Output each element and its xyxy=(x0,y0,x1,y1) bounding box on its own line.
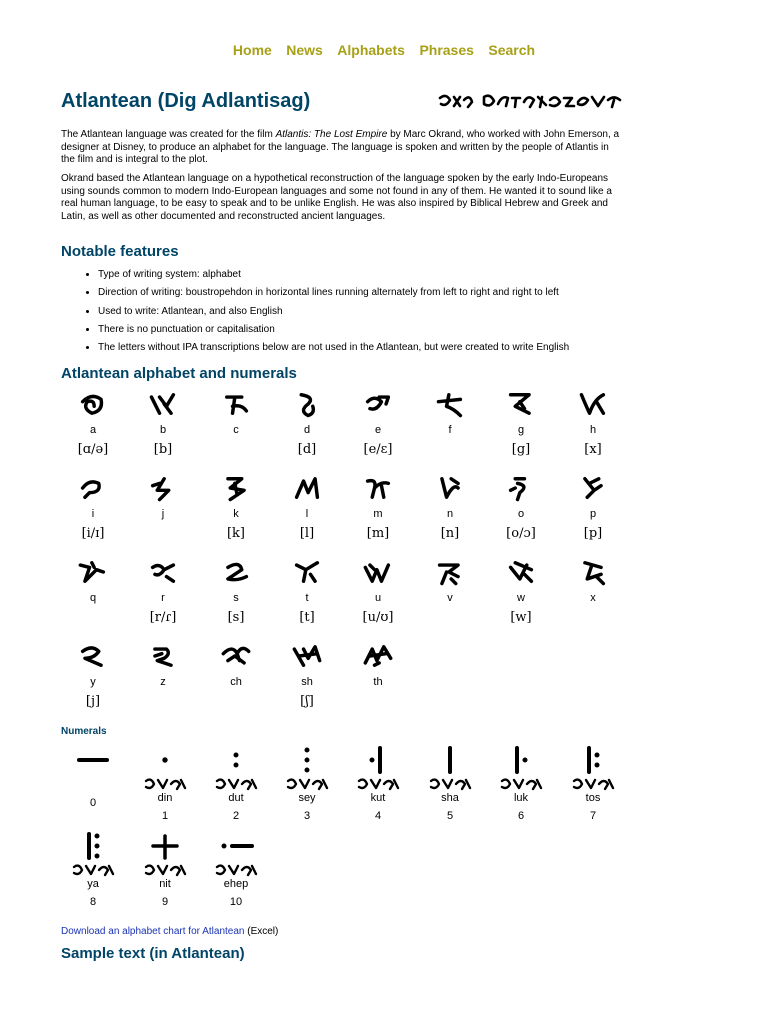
atlantean-glyph-icon xyxy=(578,474,608,502)
letter-cell xyxy=(206,642,266,710)
numeral-cell xyxy=(60,832,126,909)
letter-cell xyxy=(491,558,551,626)
letter-ipa xyxy=(420,442,480,458)
numeral-symbol-icon xyxy=(287,746,327,774)
atlantean-glyph-icon xyxy=(363,558,393,586)
numeral-cell xyxy=(203,746,269,823)
numeral-word: luk xyxy=(513,792,529,804)
letter-latin: i xyxy=(91,508,95,520)
letter-ipa: [d] xyxy=(297,442,317,457)
letter-ipa: [r/ɾ] xyxy=(149,610,177,625)
notable-features-heading: Notable features xyxy=(61,243,179,260)
letter-cell xyxy=(277,474,337,542)
letter-ipa: [e/ɛ] xyxy=(363,442,393,457)
numeral-digit: 5 xyxy=(446,810,454,822)
intro-text-b: by Marc Okrand, who worked with John Emerson, a designer at Disney, to produce an alphabet for the language. The language is spoken and written by the people of Atlantis in the film and is integral to the plot. xyxy=(61,129,620,165)
numeral-digit: 1 xyxy=(161,810,169,822)
letter-latin: e xyxy=(374,424,382,436)
numeral-word: ehep xyxy=(223,878,249,890)
letter-latin: d xyxy=(303,424,311,436)
letter-ipa xyxy=(63,610,123,626)
letter-ipa: [t] xyxy=(299,610,315,625)
letter-cell xyxy=(348,642,408,710)
atlantean-word-icon xyxy=(428,776,472,792)
film-title: Atlantis: The Lost Empire xyxy=(275,129,388,140)
letter-cell xyxy=(133,474,193,542)
numeral-symbol-icon xyxy=(73,746,113,774)
download-chart-link[interactable]: Download an alphabet chart for Atlantean xyxy=(61,926,245,937)
atlantean-glyph-icon xyxy=(148,390,178,418)
atlantean-word-icon xyxy=(356,776,400,792)
numeral-word: tos xyxy=(585,792,601,804)
letter-cell xyxy=(420,474,480,542)
letter-ipa: [j] xyxy=(85,694,101,709)
numeral-cell xyxy=(132,832,198,909)
letter-cell xyxy=(133,642,193,710)
numeral-digit: 9 xyxy=(161,896,169,908)
atlantean-glyph-icon xyxy=(506,558,536,586)
numeral-cell xyxy=(274,746,340,823)
letter-latin: v xyxy=(447,592,453,604)
numeral-word: sha xyxy=(441,792,459,804)
numeral-digit: 8 xyxy=(89,896,97,908)
letter-cell xyxy=(491,390,551,458)
numeral-symbol-icon xyxy=(73,832,113,860)
numeral-word: sey xyxy=(298,792,316,804)
letter-latin: j xyxy=(161,508,165,520)
letter-latin: s xyxy=(233,592,239,604)
nav-home-link[interactable]: Home xyxy=(232,42,272,58)
letter-ipa: [ʃ] xyxy=(300,694,314,709)
letter-cell xyxy=(277,390,337,458)
atlantean-glyph-icon xyxy=(292,390,322,418)
letter-ipa xyxy=(563,610,623,626)
nav-bar xyxy=(0,42,768,60)
numeral-word: kut xyxy=(370,792,386,804)
numeral-symbol-icon xyxy=(501,746,541,774)
letter-latin: a xyxy=(89,424,97,436)
atlantean-glyph-icon xyxy=(221,474,251,502)
atlantean-glyph-icon xyxy=(506,474,536,502)
letter-latin: t xyxy=(305,592,309,604)
atlantean-glyph-icon xyxy=(148,642,178,670)
intro-paragraph-2: Okrand based the Atlantean language on a hypothetical reconstruction of the language spoken by the early Indo-Europeans using sounds common to modern Indo-European languages and some not found in any of them. He wanted it to sound like a real human language, to be easy to speak and to be unlike English. He was also inspired by Biblical Hebrew and Greek and Latin, as well as other documented and reconstructed ancient languages. xyxy=(61,173,612,222)
letter-cell xyxy=(133,558,193,626)
feature-item: • Used to write: Atlantean, and also English xyxy=(98,306,569,318)
atlantean-glyph-icon xyxy=(292,642,322,670)
letter-ipa xyxy=(348,694,408,710)
numeral-cell xyxy=(560,746,626,823)
numeral-digit: 3 xyxy=(303,810,311,822)
atlantean-glyph-icon xyxy=(78,558,108,586)
nav-phrases-link[interactable]: Phrases xyxy=(419,42,474,58)
letter-cell xyxy=(133,390,193,458)
numeral-digit: 7 xyxy=(589,810,597,822)
letter-ipa: [w] xyxy=(510,610,532,625)
letter-latin: h xyxy=(589,424,597,436)
letter-cell xyxy=(348,558,408,626)
atlantean-glyph-icon xyxy=(363,642,393,670)
letter-ipa: [ɑ/ə] xyxy=(77,442,109,457)
atlantean-glyph-icon xyxy=(435,558,465,586)
atlantean-glyph-icon xyxy=(435,474,465,502)
atlantean-glyph-icon xyxy=(78,642,108,670)
numeral-symbol-icon xyxy=(216,832,256,860)
letter-cell xyxy=(420,390,480,458)
letter-cell xyxy=(563,558,623,626)
letter-latin: ch xyxy=(230,676,242,688)
letter-ipa: [n] xyxy=(440,526,460,541)
intro-text-a: The Atlantean language was created for the film xyxy=(61,129,276,140)
feature-item: • Direction of writing: boustropehdon in horizontal lines running alternately from left to right and right to left xyxy=(98,287,569,299)
numeral-digit: 10 xyxy=(229,896,243,908)
numeral-cell xyxy=(60,746,126,810)
letter-latin: p xyxy=(589,508,597,520)
letter-cell xyxy=(563,390,623,458)
atlantean-glyph-icon xyxy=(221,558,251,586)
numeral-word: ya xyxy=(87,878,99,890)
numeral-word: dut xyxy=(228,792,244,804)
letter-latin: b xyxy=(159,424,167,436)
letter-latin: q xyxy=(89,592,97,604)
letter-ipa: [x] xyxy=(584,442,602,457)
atlantean-word-icon xyxy=(499,776,543,792)
letter-ipa: [o/ɔ] xyxy=(506,526,536,541)
numeral-symbol-icon xyxy=(430,746,470,774)
atlantean-glyph-icon xyxy=(221,642,251,670)
letter-latin: sh xyxy=(301,676,313,688)
letter-ipa xyxy=(206,694,266,710)
atlantean-title-script-image xyxy=(438,92,624,112)
numeral-cell xyxy=(132,746,198,823)
atlantean-glyph-icon xyxy=(78,474,108,502)
atlantean-glyph-icon xyxy=(148,558,178,586)
intro-paragraph-1 xyxy=(61,129,621,167)
letter-latin: w xyxy=(517,592,525,604)
letter-ipa: [g] xyxy=(511,442,531,457)
atlantean-glyph-icon xyxy=(363,390,393,418)
numeral-cell xyxy=(203,832,269,909)
feature-item: • Type of writing system: alphabet xyxy=(98,269,569,281)
letter-cell xyxy=(63,642,123,710)
atlantean-glyph-icon xyxy=(578,558,608,586)
page-title: Atlantean (Dig Adlantisag) xyxy=(61,90,311,112)
letter-cell xyxy=(420,558,480,626)
letter-latin: th xyxy=(373,676,383,688)
numeral-symbol-icon xyxy=(358,746,398,774)
nav-news-link[interactable]: News xyxy=(286,42,323,58)
atlantean-word-icon xyxy=(285,776,329,792)
letter-ipa: [l] xyxy=(299,526,315,541)
letter-ipa: [k] xyxy=(226,526,246,541)
atlantean-word-icon xyxy=(143,862,187,878)
numeral-symbol-icon xyxy=(145,746,185,774)
letter-latin: k xyxy=(233,508,239,520)
letter-cell xyxy=(348,474,408,542)
letter-cell xyxy=(63,474,123,542)
letter-cell xyxy=(63,390,123,458)
letter-latin: c xyxy=(233,424,239,436)
atlantean-glyph-icon xyxy=(435,390,465,418)
numeral-cell xyxy=(345,746,411,823)
atlantean-word-icon xyxy=(143,776,187,792)
numeral-digit: 4 xyxy=(374,810,382,822)
download-format: (Excel) xyxy=(244,926,279,937)
letter-latin: n xyxy=(446,508,454,520)
atlantean-glyph-icon xyxy=(148,474,178,502)
letter-cell xyxy=(206,474,266,542)
letter-latin: z xyxy=(160,676,166,688)
numeral-word: din xyxy=(157,792,173,804)
numerals-heading: Numerals xyxy=(61,726,107,737)
atlantean-word-icon xyxy=(214,862,258,878)
letter-latin: u xyxy=(374,592,382,604)
atlantean-word-icon xyxy=(571,776,615,792)
letter-ipa: [m] xyxy=(366,526,390,541)
numeral-digit: 6 xyxy=(517,810,525,822)
letter-cell xyxy=(63,558,123,626)
letter-ipa: [s] xyxy=(227,610,245,625)
atlantean-word-icon xyxy=(71,862,115,878)
letter-ipa xyxy=(133,694,193,710)
atlantean-glyph-icon xyxy=(578,390,608,418)
letter-latin: l xyxy=(305,508,309,520)
letter-cell xyxy=(206,390,266,458)
letter-ipa xyxy=(206,442,266,458)
numeral-symbol-icon xyxy=(573,746,613,774)
atlantean-glyph-icon xyxy=(506,390,536,418)
letter-ipa: [p] xyxy=(583,526,603,541)
download-line xyxy=(61,926,278,937)
numeral-cell xyxy=(488,746,554,823)
numeral-word: nit xyxy=(159,878,171,890)
letter-latin: g xyxy=(517,424,525,436)
numeral-symbol-icon xyxy=(216,746,256,774)
letter-cell xyxy=(348,390,408,458)
atlantean-glyph-icon xyxy=(78,390,108,418)
letter-latin: r xyxy=(161,592,165,604)
atlantean-glyph-icon xyxy=(363,474,393,502)
letter-cell xyxy=(277,642,337,710)
letter-latin: x xyxy=(590,592,596,604)
letter-latin: o xyxy=(517,508,525,520)
alphabet-heading: Atlantean alphabet and numerals xyxy=(61,365,297,382)
letter-latin: y xyxy=(90,676,96,688)
notable-features-list xyxy=(80,269,569,360)
letter-ipa: [i/ɪ] xyxy=(81,526,105,541)
letter-latin: m xyxy=(373,508,383,520)
letter-cell xyxy=(277,558,337,626)
feature-item: • The letters without IPA transcriptions below are not used in the Atlantean, but were created to write English xyxy=(98,342,569,354)
sample-text-heading: Sample text (in Atlantean) xyxy=(61,945,245,962)
letter-latin: f xyxy=(448,424,452,436)
letter-cell xyxy=(491,474,551,542)
feature-item: • There is no punctuation or capitalisation xyxy=(98,324,569,336)
numeral-cell xyxy=(417,746,483,823)
letter-ipa xyxy=(420,610,480,626)
atlantean-glyph-icon xyxy=(221,390,251,418)
letter-ipa: [u/ʊ] xyxy=(362,610,394,625)
atlantean-glyph-icon xyxy=(292,474,322,502)
letter-ipa xyxy=(133,526,193,542)
numeral-digit: 2 xyxy=(232,810,240,822)
letter-cell xyxy=(563,474,623,542)
letter-cell xyxy=(206,558,266,626)
atlantean-glyph-icon xyxy=(292,558,322,586)
atlantean-word-icon xyxy=(214,776,258,792)
nav-search-link[interactable]: Search xyxy=(488,42,536,58)
numeral-digit: 0 xyxy=(89,797,97,809)
letter-ipa: [b] xyxy=(153,442,173,457)
numeral-symbol-icon xyxy=(145,832,185,860)
nav-alphabets-link[interactable]: Alphabets xyxy=(337,42,405,58)
